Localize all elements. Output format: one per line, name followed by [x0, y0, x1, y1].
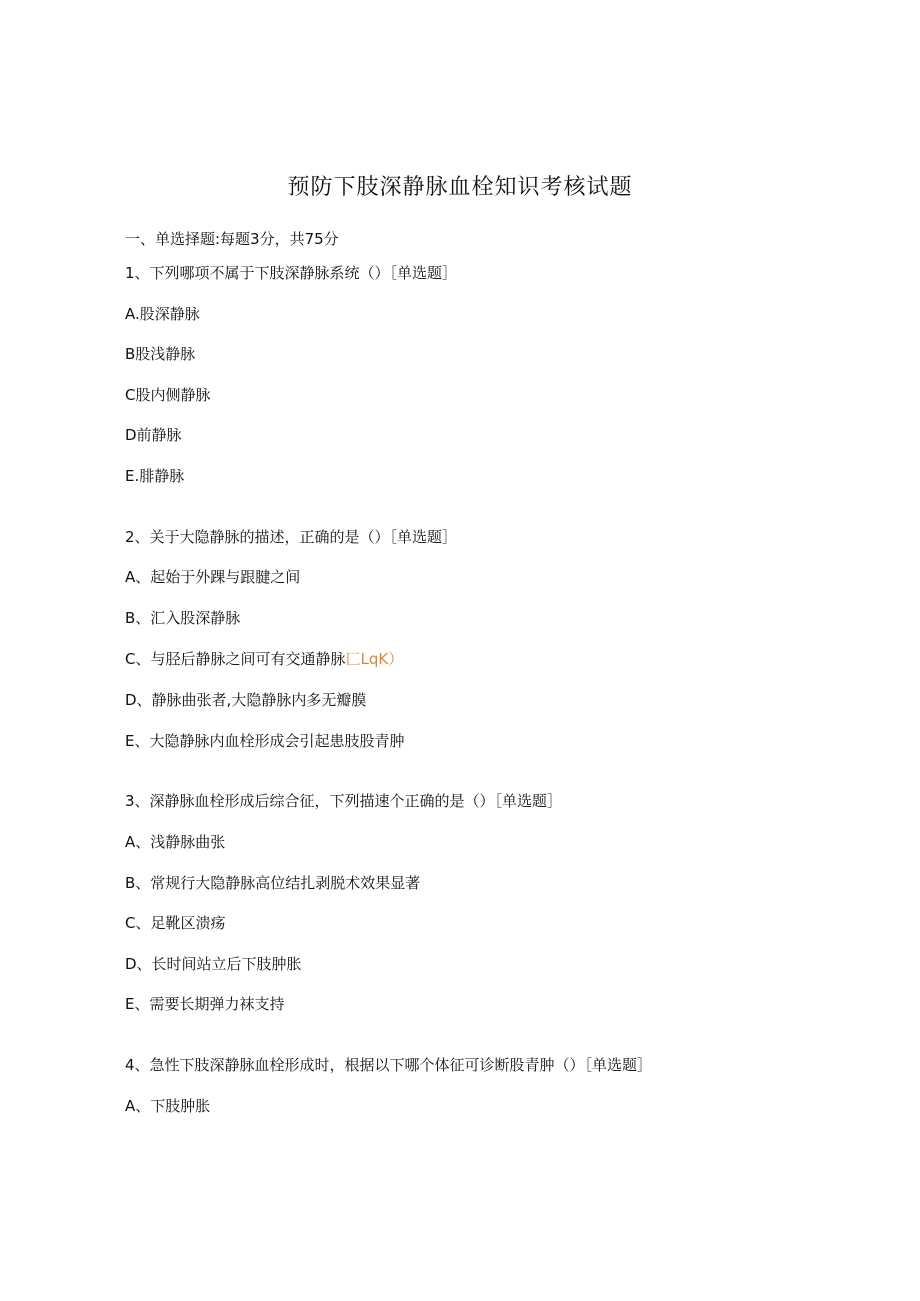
question-1-option-d: D前静脉 — [125, 426, 182, 444]
question-2-option-d: D、静脉曲张者,大隐静脉内多无瓣膜 — [125, 691, 367, 709]
question-1-option-c: C股内侧静脉 — [125, 386, 211, 404]
page-title: 预防下肢深静脉血栓知识考核试题 — [287, 175, 633, 200]
question-1-option-a: A.股深静脉 — [125, 305, 200, 323]
question-3-option-a: A、浅静脉曲张 — [125, 833, 226, 851]
question-2-option-e: E、大隐静脉内血栓形成会引起患肢股青肿 — [125, 732, 405, 750]
question-3-option-c: C、足靴区溃疡 — [125, 914, 226, 932]
question-4-stem: 4、急性下肢深静脉血栓形成时，根据以下哪个体征可诊断股青肿（）［单选题］ — [125, 1056, 653, 1074]
question-2-stem: 2、关于大隐静脉的描述，正确的是（）［单选题］ — [125, 528, 458, 546]
question-1-option-b: B股浅静脉 — [125, 345, 196, 363]
question-2-option-c-text: C、与胫后静脉之间可有交通静脉 — [125, 650, 346, 668]
question-2-option-b: B、汇入股深静脉 — [125, 609, 241, 627]
question-3-option-d: D、长时间站立后下肢肿胀 — [125, 955, 302, 973]
question-1-option-e: E.腓静脉 — [125, 467, 185, 485]
question-1-stem: 1、下列哪项不属于下肢深静脉系统（）［单选题］ — [125, 264, 458, 282]
question-3-stem: 3、深静脉血栓形成后综合征，下列描速个正确的是（）［单选题］ — [125, 792, 563, 810]
question-2-option-a: A、起始于外踝与跟腱之间 — [125, 568, 301, 586]
question-3-option-e: E、需要长期弹力袜支持 — [125, 995, 285, 1013]
question-4-option-a: A、下肢肿胀 — [125, 1097, 211, 1115]
question-3-option-b: B、常规行大隐静脉高位结扎剥脱术效果显著 — [125, 874, 421, 892]
section-header: 一、单选择题:每题3分，共75分 — [125, 230, 339, 248]
question-2-option-c-suffix: 匚LqK） — [345, 650, 404, 668]
question-2-option-c — [125, 648, 403, 669]
